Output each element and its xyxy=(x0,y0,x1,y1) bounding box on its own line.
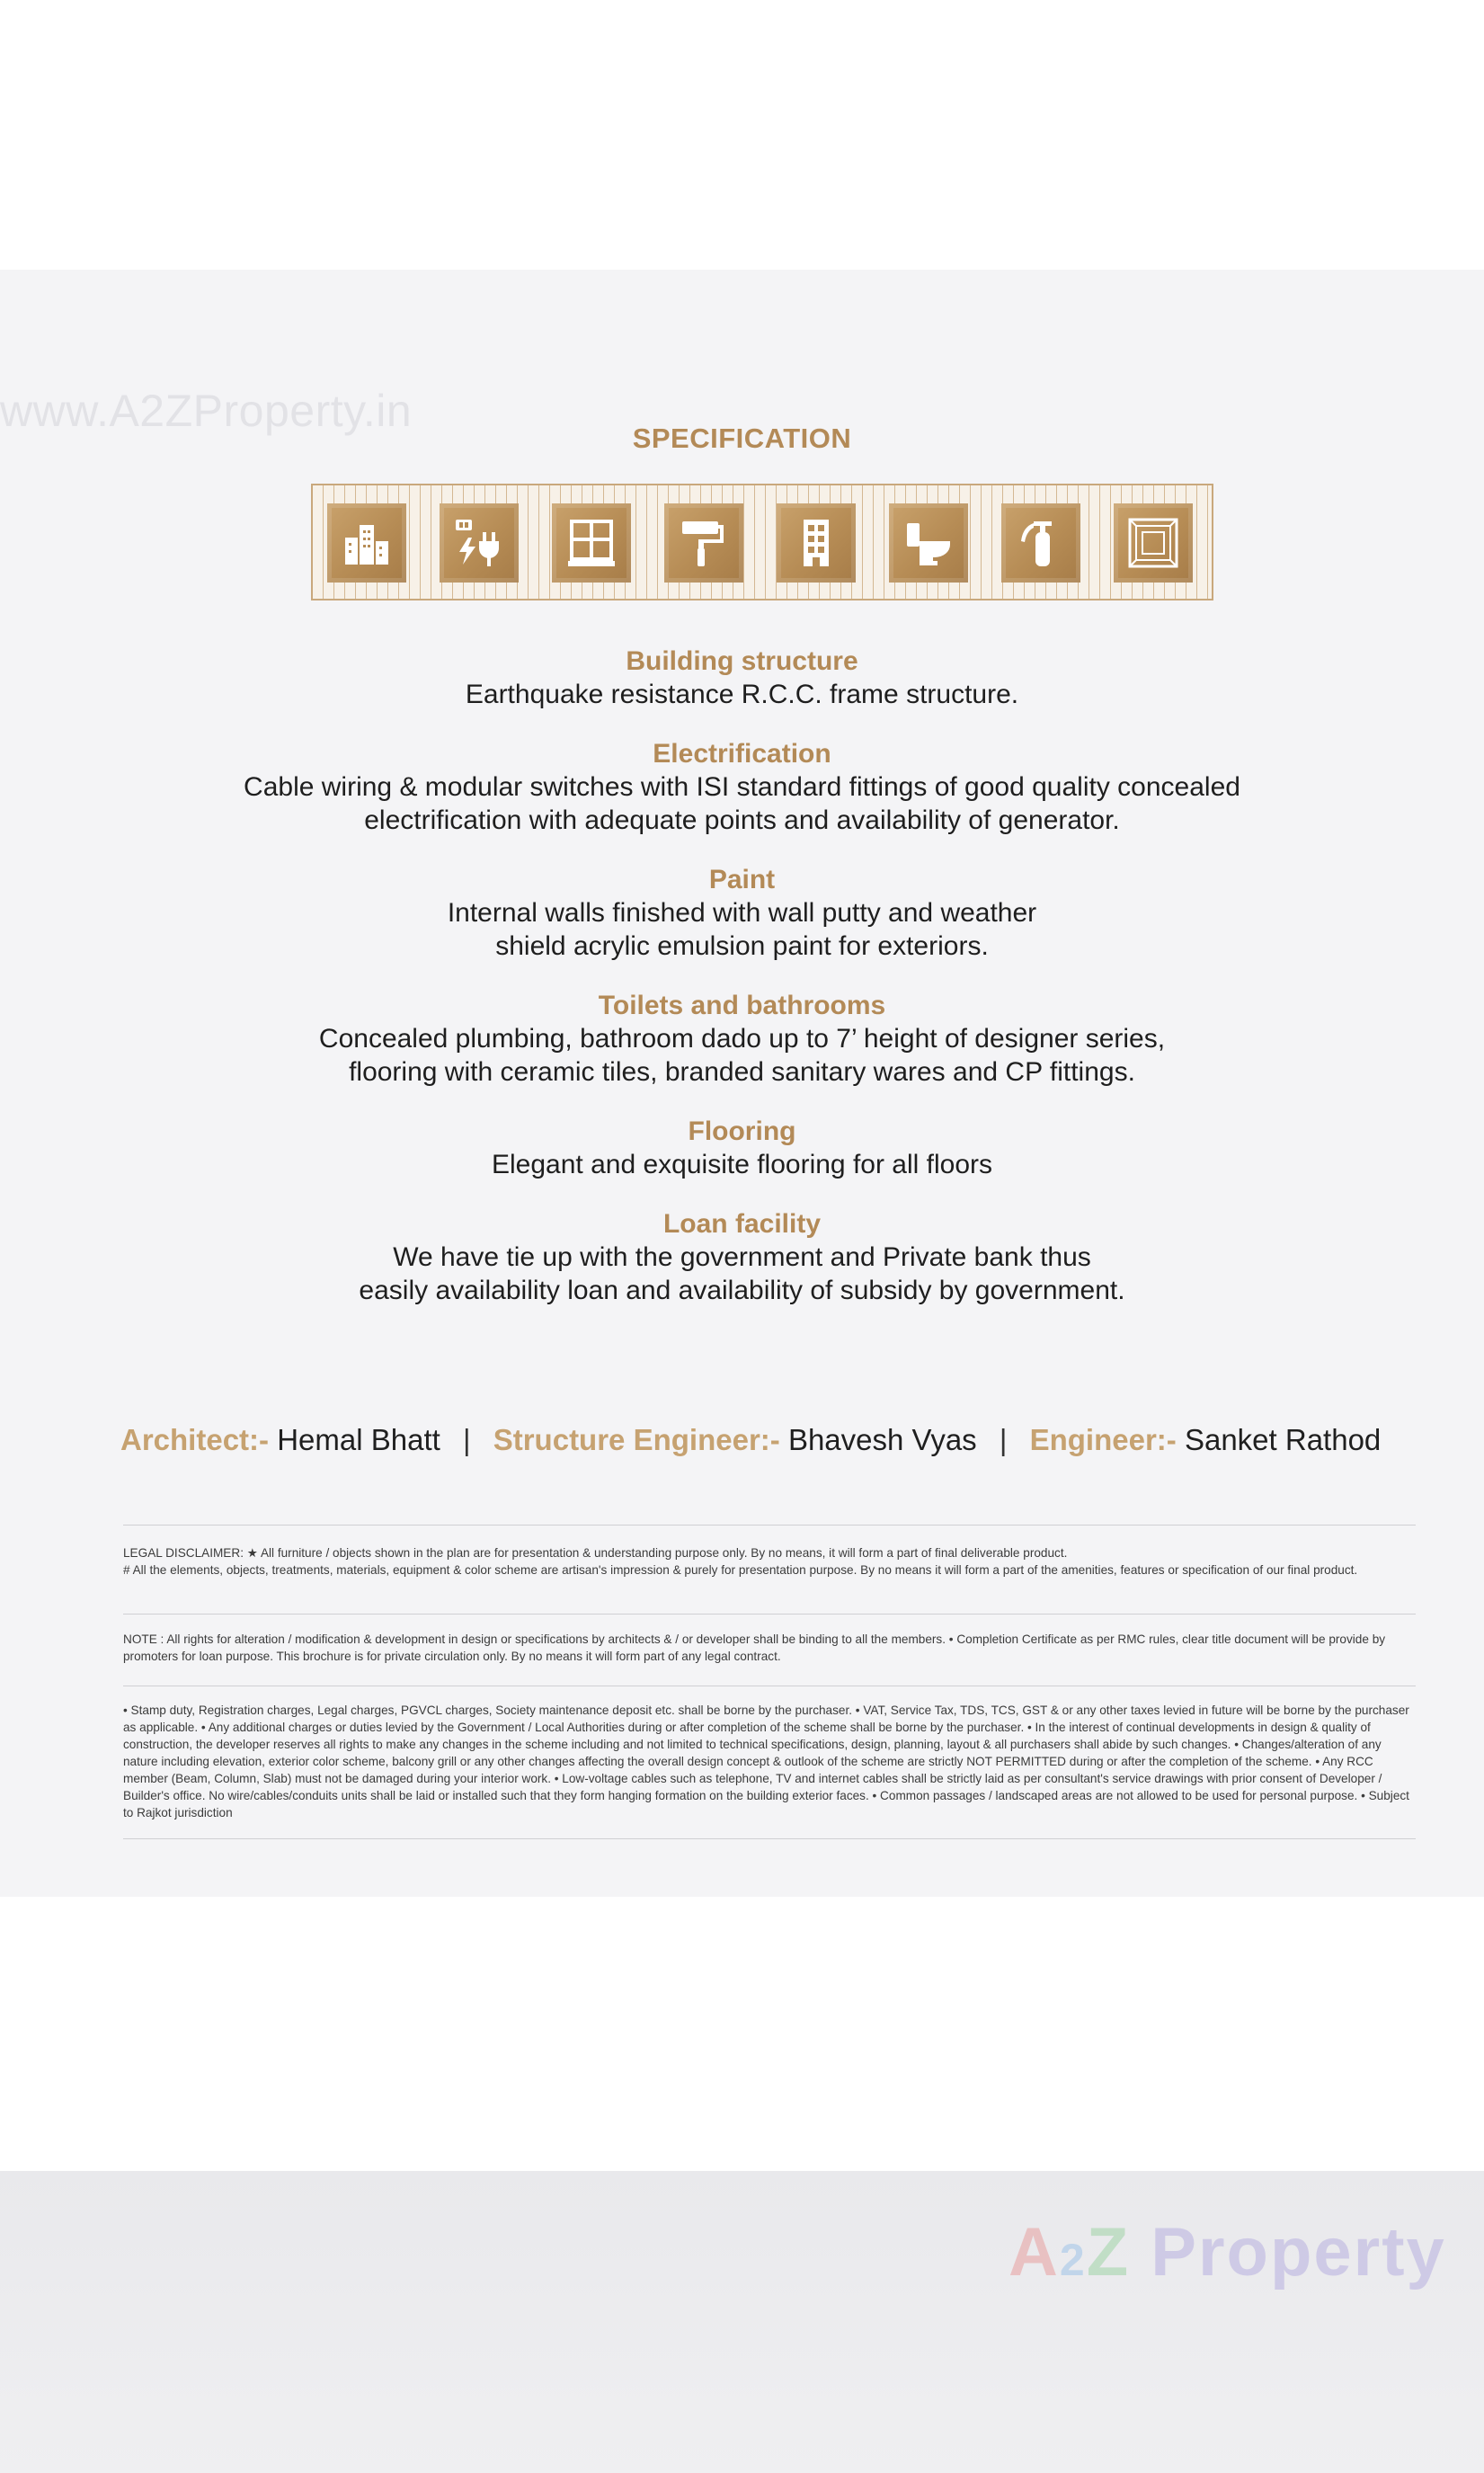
spec-loan-facility xyxy=(0,1208,1484,1307)
door-icon xyxy=(777,503,856,583)
spec-description: Cable wiring & modular switches with ISI standard fittings of good quality concealed electrification with adequate points and availability of generator. xyxy=(244,772,1240,835)
watermark-bottom-logo: A2Z Property xyxy=(1009,2214,1446,2291)
top-margin xyxy=(0,0,1484,270)
fire-extinguisher-icon xyxy=(1001,503,1080,583)
spec-title: Electrification xyxy=(653,739,831,769)
spec-electrification xyxy=(0,738,1484,837)
terms: • Stamp duty, Registration charges, Legal charges, PGVCL charges, Society maintenance deposit etc. shall be borne by the purchaser. • VAT, Service Tax, TDS, TCS, GST & or any other taxes levied in future will be borne by the purchaser as applicable. • Any additional charges or duties levied by the Government / Local Authorities during or after completion of the scheme shall be borne by the purchaser. • In the interest of continual developments in design & quality of construction, the developer reserves all rights to make any changes in the scheme including and not limited to technical specifications, design, planning, layout & all purchasers shall abide by such changes. • Changes/alteration of any nature including elevation, exterior color scheme, balcony grill or any other changes affecting the overall design concept & outlook of the scheme are strictly NOT PERMITTED during or after the completion of the scheme. • Any RCC member (Beam, Column, Slab) must not be damaged during your interior work. • Low-voltage cables such as telephone, TV and internet cables shall be strictly laid as per consultant's service drawings with prior consent of Developer / Builder's office. No wire/cables/conduits units shall be laid or installed such that they form hanging formation on the building exterior faces. • Common passages / landscaped areas are not allowed to be used for personal purpose. • Subject to Rajkot jurisdiction xyxy=(123,1704,1409,1819)
architect-name: Hemal Bhatt xyxy=(277,1423,440,1456)
structure-engineer-name: Bhavesh Vyas xyxy=(787,1423,977,1456)
engineer-label: Engineer:- xyxy=(1029,1423,1177,1456)
spec-title: Paint xyxy=(708,865,776,894)
spec-description: Internal walls finished with wall putty and weather shield acrylic emulsion paint for exteriors. xyxy=(447,898,1037,961)
divider xyxy=(123,1614,1416,1615)
disclaimer-line: LEGAL DISCLAIMER: ★ All furniture / objects shown in the plan are for presentation & understanding purpose only. By no means, it will form a part of final deliverable product. xyxy=(123,1546,1068,1560)
paint-roller-icon xyxy=(664,503,743,583)
building-icon xyxy=(327,503,406,583)
structure-engineer-label: Structure Engineer:- xyxy=(493,1423,780,1456)
divider xyxy=(123,1838,1416,1839)
engineer-name: Sanket Rathod xyxy=(1184,1423,1382,1456)
watermark-top: www.A2ZProperty.in xyxy=(0,386,413,436)
divider xyxy=(123,1525,1416,1526)
electric-plug-icon xyxy=(440,503,519,583)
disclaimer-line: # All the elements, objects, treatments, materials, equipment & color scheme are artisan's impression & purely for presentation purpose. By no means it will form a part of the amenities, features or specification of our final product. xyxy=(123,1563,1358,1577)
flooring-tile-icon xyxy=(1114,503,1193,583)
spec-title: Loan facility xyxy=(662,1209,822,1239)
spec-toilets-bathrooms xyxy=(0,990,1484,1089)
credits-line xyxy=(120,1423,1424,1457)
mid-margin xyxy=(0,1897,1484,2171)
separator: | xyxy=(999,1423,1008,1456)
page-title: SPECIFICATION xyxy=(632,423,852,454)
separator: | xyxy=(462,1423,471,1456)
spec-building-structure xyxy=(0,645,1484,711)
spec-description: Concealed plumbing, bathroom dado up to 7’ height of designer series, flooring with ceramic tiles, branded sanitary wares and CP fittings. xyxy=(318,1024,1166,1087)
spec-paint xyxy=(0,864,1484,963)
spec-description: We have tie up with the government and Private bank thus easily availability loan and availability of subsidy by government. xyxy=(359,1242,1125,1305)
spec-description: Earthquake resistance R.C.C. frame structure. xyxy=(465,680,1019,709)
window-icon xyxy=(552,503,631,583)
spec-title: Building structure xyxy=(626,646,858,676)
toilet-icon xyxy=(889,503,968,583)
icon-strip xyxy=(311,484,1213,600)
spec-flooring xyxy=(0,1116,1484,1181)
note: NOTE : All rights for alteration / modification & development in design or specifications by architects & / or developer shall be binding to all the members. • Completion Certificate as per RMC rules, clear title document will be provide by promoters for loan purpose. This brochure is for private circulation only. By no means it will form part of any legal contract. xyxy=(123,1632,1386,1663)
spec-description: Elegant and exquisite flooring for all floors xyxy=(492,1150,992,1179)
spec-title: Toilets and bathrooms xyxy=(598,991,886,1020)
spec-title: Flooring xyxy=(688,1116,796,1146)
legal-disclaimer xyxy=(123,1544,1416,1579)
architect-label: Architect:- xyxy=(120,1423,270,1456)
spec-list xyxy=(0,645,1484,1334)
